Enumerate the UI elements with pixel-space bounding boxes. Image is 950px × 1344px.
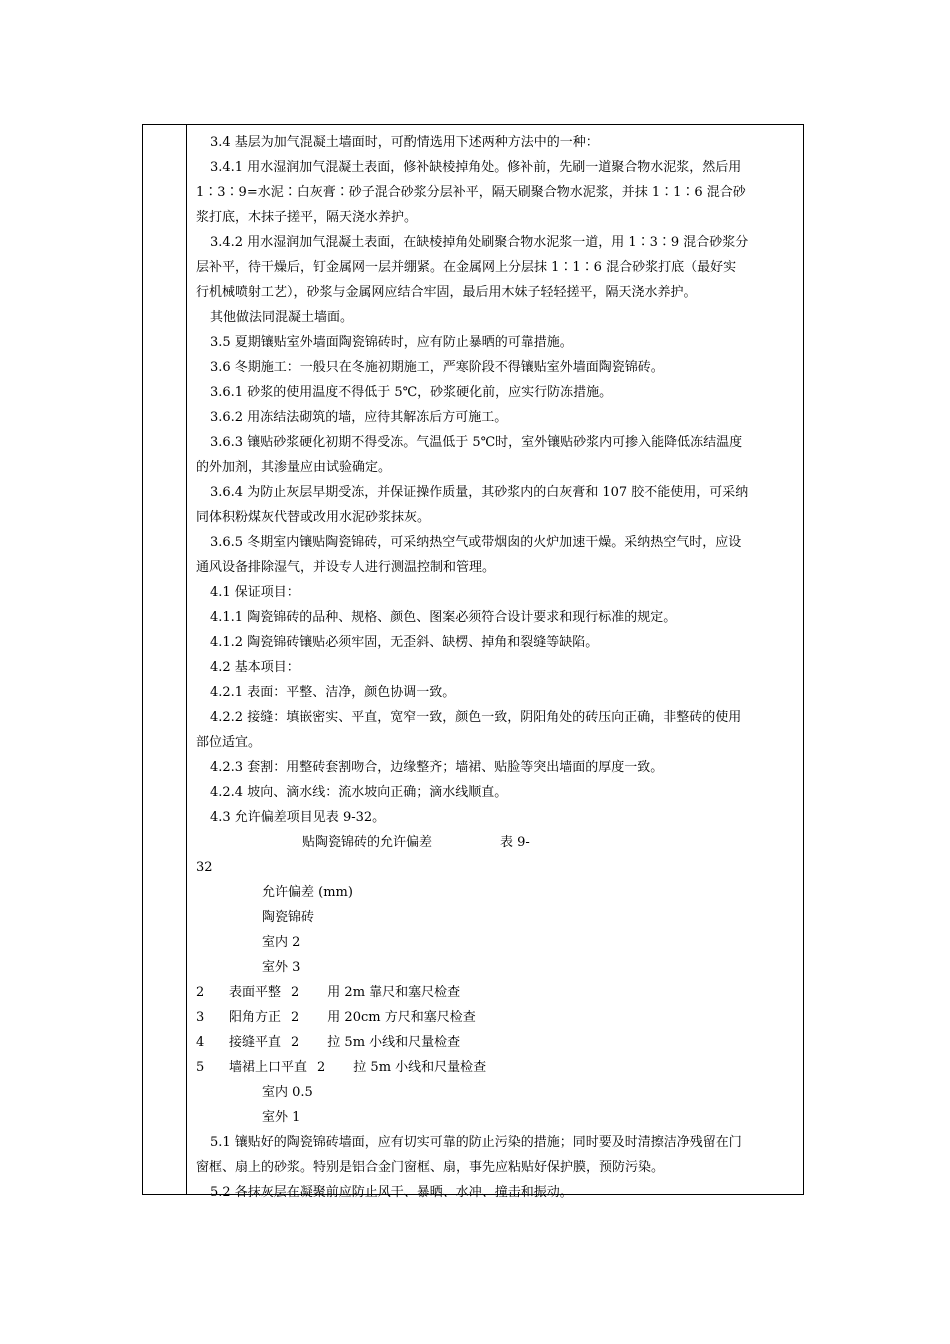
table-header: 陶瓷锦砖 bbox=[262, 910, 315, 925]
para-line: 4.1.1 陶瓷锦砖的品种、规格、颜色、图案必须符合设计要求和现行标准的规定。 bbox=[210, 610, 677, 625]
para-line: 4.2.2 接缝：填嵌密实、平直，宽窄一致，颜色一致，阴阳角处的砖压向正确，非整砖的使用 bbox=[210, 710, 742, 725]
table-header: 允许偏差 (mm) bbox=[262, 885, 353, 900]
row-method: 用 2m 靠尺和塞尺检查 bbox=[327, 985, 461, 1000]
para-line: 窗框、扇上的砂浆。特别是铝合金门窗框、扇，事先应粘贴好保护膜，预防污染。 bbox=[196, 1160, 665, 1175]
para-line: 4.2.3 套割：用整砖套割吻合，边缘整齐；墙裙、贴脸等突出墙面的厚度一致。 bbox=[210, 760, 664, 775]
para-line: 3.4.2 用水湿润加气混凝土表面，在缺棱掉角处刷聚合物水泥浆一道，用 1∶3∶9 混合砂浆分 bbox=[210, 235, 749, 250]
table-footer: 室内 0.5 bbox=[262, 1085, 313, 1100]
table-row bbox=[196, 1030, 798, 1055]
para-line: 浆打底，木抹子搓平，隔天浇水养护。 bbox=[196, 210, 418, 225]
para-line: 其他做法同混凝土墙面。 bbox=[210, 310, 354, 325]
para-line: 通风设备排除湿气，并设专人进行测温控制和管理。 bbox=[196, 560, 496, 575]
para-line: 3.5 夏期镶贴室外墙面陶瓷锦砖时，应有防止暴晒的可靠措施。 bbox=[210, 335, 573, 350]
para-line: 3.4.1 用水湿润加气混凝土表面，修补缺棱掉角处。修补前，先刷一道聚合物水泥浆，然后用 bbox=[210, 160, 742, 175]
table-row bbox=[196, 1005, 798, 1030]
para-line: 3.6.1 砂浆的使用温度不得低于 5℃，砂浆硬化前，应实行防冻措施。 bbox=[210, 385, 613, 400]
para-line: 4.2.1 表面：平整、洁净，颜色协调一致。 bbox=[210, 685, 456, 700]
para-line: 3.6.2 用冻结法砌筑的墙，应待其解冻后方可施工。 bbox=[210, 410, 508, 425]
table-number-wrap: 32 bbox=[196, 860, 213, 875]
para-line: 3.6.3 镶贴砂浆硬化初期不得受冻。气温低于 5℃时，室外镶贴砂浆内可掺入能降低冻结温度 bbox=[210, 435, 743, 450]
row-item: 阳角方正 bbox=[229, 1010, 282, 1025]
para-line: 5.2 各抹灰层在凝聚前应防止风干、暴晒、水冲、撞击和振动。 bbox=[210, 1185, 573, 1200]
row-value: 2 bbox=[291, 1010, 300, 1025]
row-number: 2 bbox=[196, 985, 205, 1000]
row-item: 墙裙上口平直 bbox=[229, 1060, 308, 1075]
content-cell bbox=[196, 130, 798, 1205]
table-row bbox=[196, 1055, 798, 1080]
label-column bbox=[143, 125, 187, 1194]
row-number: 3 bbox=[196, 1010, 205, 1025]
table-header: 室内 2 bbox=[262, 935, 301, 950]
para-line: 4.2.4 坡向、滴水线：流水坡向正确；滴水线顺直。 bbox=[210, 785, 508, 800]
para-line: 的外加剂，其渗量应由试验确定。 bbox=[196, 460, 392, 475]
para-line: 部位适宜。 bbox=[196, 735, 262, 750]
para-line: 3.6 冬期施工：一般只在冬施初期施工，严寒阶段不得镶贴室外墙面陶瓷锦砖。 bbox=[210, 360, 664, 375]
document-table bbox=[142, 124, 804, 1200]
table-caption bbox=[196, 830, 798, 855]
para-line: 4.3 允许偏差项目见表 9-32。 bbox=[210, 810, 386, 825]
row-value: 2 bbox=[291, 985, 300, 1000]
para-line: 行机械喷射工艺），砂浆与金属网应结合牢固，最后用木妹子轻轻搓平，隔天浇水养护。 bbox=[196, 285, 697, 300]
para-line: 3.4 基层为加气混凝土墙面时，可酌情选用下述两种方法中的一种： bbox=[210, 135, 599, 150]
para-line: 4.1 保证项目： bbox=[210, 585, 300, 600]
table-header: 室外 3 bbox=[262, 960, 301, 975]
row-method: 用 20cm 方尺和塞尺检查 bbox=[327, 1010, 476, 1025]
para-line: 3.6.4 为防止灰层早期受冻，并保证操作质量，其砂浆内的白灰膏和 107 胶不能使用，可采纳 bbox=[210, 485, 749, 500]
table-row bbox=[196, 980, 798, 1005]
row-method: 拉 5m 小线和尺量检查 bbox=[327, 1035, 461, 1050]
para-line: 3.6.5 冬期室内镶贴陶瓷锦砖，可采纳热空气或带烟囱的火炉加速干燥。采纳热空气时，应设 bbox=[210, 535, 742, 550]
row-item: 接缝平直 bbox=[229, 1035, 282, 1050]
para-line: 1∶3∶9=水泥∶白灰膏∶砂子混合砂浆分层补平，隔天刷聚合物水泥浆，并抹 1∶1∶6 混合砂 bbox=[196, 185, 746, 200]
para-line: 同体积粉煤灰代替或改用水泥砂浆抹灰。 bbox=[196, 510, 431, 525]
row-number: 4 bbox=[196, 1035, 205, 1050]
row-number: 5 bbox=[196, 1060, 205, 1075]
table-number: 表 9- bbox=[500, 835, 530, 850]
para-line: 层补平，待干燥后，钉金属网一层并绷紧。在金属网上分层抹 1∶1∶6 混合砂浆打底（最好实 bbox=[196, 260, 737, 275]
row-item: 表面平整 bbox=[229, 985, 282, 1000]
row-method: 拉 5m 小线和尺量检查 bbox=[353, 1060, 487, 1075]
para-line: 4.1.2 陶瓷锦砖镶贴必须牢固，无歪斜、缺楞、掉角和裂缝等缺陷。 bbox=[210, 635, 599, 650]
table-title: 贴陶瓷锦砖的允许偏差 bbox=[302, 835, 433, 850]
row-value: 2 bbox=[291, 1035, 300, 1050]
table-footer: 室外 1 bbox=[262, 1110, 301, 1125]
row-value: 2 bbox=[317, 1060, 326, 1075]
para-line: 4.2 基本项目： bbox=[210, 660, 300, 675]
para-line: 5.1 镶贴好的陶瓷锦砖墙面，应有切实可靠的防止污染的措施；同时要及时清擦洁净残留在门 bbox=[210, 1135, 742, 1150]
